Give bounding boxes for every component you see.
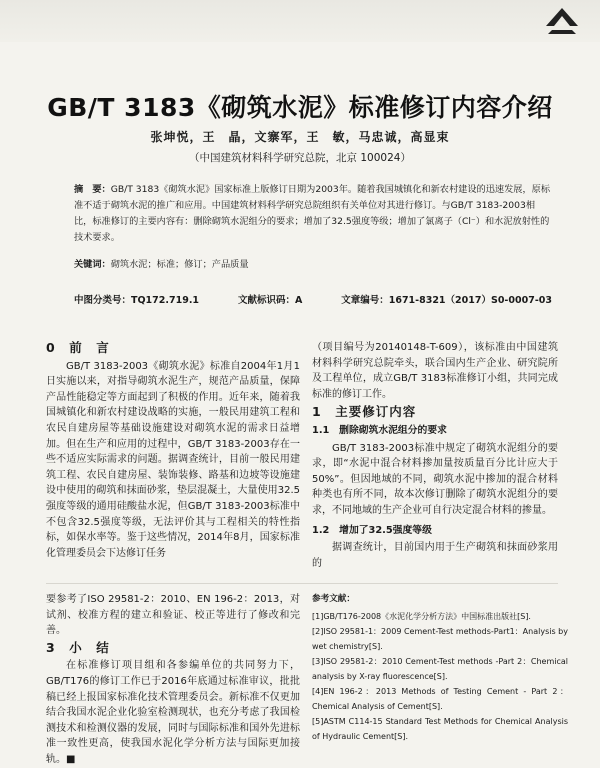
article-title: GB/T 3183《砌筑水泥》标准修订内容介绍 xyxy=(47,93,553,122)
section-1-heading: 1 主要修订内容 xyxy=(312,404,417,420)
section-3-paragraph: 在标准修订项目组和各参编单位的共同努力下，GB/T176的修订工作已于2016年底通过标准审议，批批稿已经上报国家标准化技术管理委员会。新标准不仅更加结合我国水泥企业化验室检测现状，也充分考虑了我国检测技术和检测仪器的发展，同时与国际标准和国外先进标准一致性更高，使我国水泥化学分析方法与国际更加接轨。■ xyxy=(46,660,300,765)
abstract-label: 摘 要： xyxy=(74,184,111,195)
clc-number: 中图分类号：TQ172.719.1 xyxy=(74,295,200,306)
paragraph-continued-2: 要参考了ISO 29581-2：2010、EN 196-2：2013，对试剂、校准方程的建立和验证、校正等进行了修改和完善。 xyxy=(46,594,300,637)
article-number: 文章编号：1671-8321（2017）S0-0007-03 xyxy=(341,295,552,306)
journal-logo-icon xyxy=(542,4,582,36)
section-0-paragraph: GB/T 3183-2003《砌筑水泥》标准自2004年1月1日实施以来，对指导砌筑水泥生产，规范产品质量，保障产品性能稳定等方面起到了积极的作用。近年来，随着我国城镇化和新农村建设战略的实施，一般民用建筑工程和农民自建房屋等基础设施建设对砌筑水泥的需求日益增加。但在生产和应用的过程中，GB/T 3183-2003存在一些不适应实际需求的问题。据调查统计，目前一般民用建筑工程、农民自建房屋、装饰装修、路基和边坡等设施建设中使用的砌筑和抹面砂浆，垫层混凝土，大量使用32.5强度等级的通用硅酸盐水泥，但GB/T 3183-2003标准中不包含32.5强度等级，无法评价其与工程相关的特性指标，如保水率等。鉴于这些情况，2014年8月，国家标准化管理委员会下达修订任务 xyxy=(46,360,300,559)
classification-line xyxy=(74,292,552,306)
page-divider xyxy=(46,583,558,584)
abstract xyxy=(74,182,552,246)
page-header xyxy=(0,0,600,42)
author-list: 张坤悦，王 晶，文寨军，王 敏，马忠诚，高显束 xyxy=(150,130,450,144)
keywords xyxy=(74,256,552,270)
document-code: 文献标识码：A xyxy=(237,295,303,306)
section-1-1-paragraph: GB/T 3183-2003标准中规定了砌筑水泥组分的要求，即“水泥中混合材料掺加量按质量百分比计应大于50%”。但因地域的不同，砌筑水泥中掺加的混合材料种类也有所不同，故本次修订删除了砌筑水泥组分的要求，不同地域的生产企业可自行决定混合材料的掺量。 xyxy=(312,442,558,516)
section-1-1-heading: 1.1 删除砌筑水泥组分的要求 xyxy=(312,424,447,436)
keywords-label: 关键词： xyxy=(74,259,111,270)
section-3-heading: 3 小 结 xyxy=(46,639,110,655)
keywords-text: 砌筑水泥；标准；修订；产品质量 xyxy=(110,259,249,270)
section-1-2-heading: 1.2 增加了32.5强度等级 xyxy=(312,524,432,536)
references-heading: 参考文献： xyxy=(312,594,355,604)
paragraph-continued: （项目编号为20140148-T-609），该标准由中国建筑材料科学研究总院牵头，联合国内生产企业、研究院所及工程单位，成立GB/T 3183标准修订小组，共同完成标准的修订工作。 xyxy=(312,342,558,400)
left-column-top xyxy=(46,340,300,561)
reference-item: [5]ASTM C114-15 Standard Test Methods for Chemical Analysis of Hydraulic Cement[S]. xyxy=(312,717,568,741)
affiliation: （中国建筑材料科学研究总院，北京 100024） xyxy=(189,152,411,164)
section-1-2-paragraph: 据调查统计，目前国内用于生产砌筑和抹面砂浆用的 xyxy=(312,542,558,569)
reference-item: [2]ISO 29581-1：2009 Cement-Test methods-Part1：Analysis by wet chemistry[S]. xyxy=(312,627,568,651)
reference-item: [3]ISO 29581-2：2010 Cement-Test methods -Part 2：Chemical analysis by X-ray fluorescence[S]. xyxy=(312,657,568,681)
right-column-top xyxy=(312,340,558,571)
reference-item: [1]GB/T176-2008《水泥化学分析方法》中国标准出版社[S]. xyxy=(312,612,531,621)
reference-item: [4]EN 196-2：2013 Methods of Testing Cement - Part 2：Chemical Analysis of Cement[S]. xyxy=(312,687,568,711)
section-0-heading: 0 前 言 xyxy=(46,340,110,355)
left-column-bottom xyxy=(46,592,300,768)
abstract-text: GB/T 3183《砌筑水泥》国家标准上版修订日期为2003年。随着我国城镇化和新农村建设的迅速发展，原标准不适于砌筑水泥的推广和应用。中国建筑材料科学研究总院组织有关单位对其进行修订。与GB/T 3183-2003相比，标准修订的主要内容有：删除砌筑水泥组分的要求；增加了32.5强度等级；增加了氯离子（Cl⁻）和水泥放射性的技术要求。 xyxy=(74,184,551,243)
references xyxy=(312,592,568,744)
